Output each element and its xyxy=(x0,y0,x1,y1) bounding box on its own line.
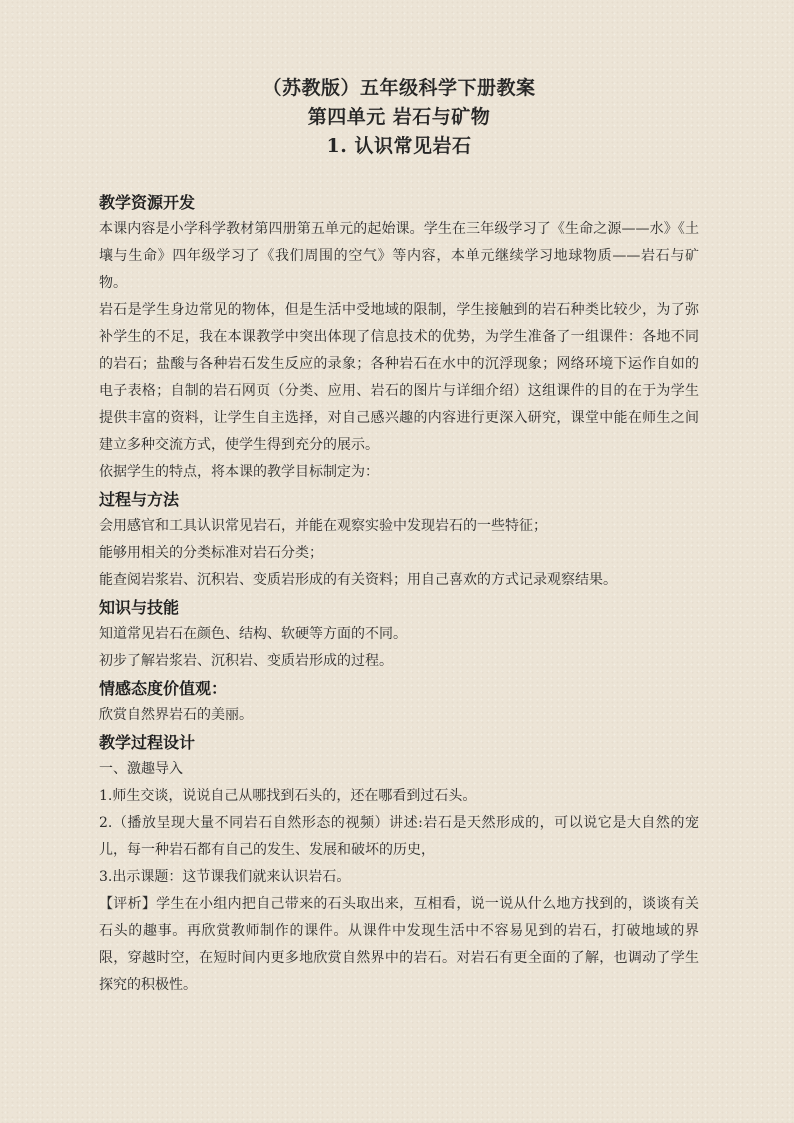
design-step: 2.（播放呈现大量不同岩石自然形态的视频）讲述:岩石是天然形成的，可以说它是大自然的宠儿，每一种岩石都有自己的发生、发展和破坏的历史， xyxy=(99,815,699,858)
section-heading-emotion: 情感态度价值观： xyxy=(99,679,228,698)
title-block xyxy=(99,74,699,161)
resource-paragraph-3: 依据学生的特点，将本课的教学目标制定为： xyxy=(99,464,379,480)
section-heading-design: 教学过程设计 xyxy=(99,733,196,752)
section-heading-process: 过程与方法 xyxy=(99,490,180,509)
design-subheading: 一、激趣导入 xyxy=(99,761,183,777)
section-heading-knowledge: 知识与技能 xyxy=(99,598,180,617)
lesson-title: 1. 认识常见岩石 xyxy=(326,135,472,157)
design-step: 3.出示课题：这节课我们就来认识岩石。 xyxy=(99,869,351,885)
comment-text: 学生在小组内把自己带来的石头取出来，互相看，说一说从什么地方找到的，谈谈有关石头的趣事。再欣赏教师制作的课件。从课件中发现生活中不容易见到的岩石，打破地域的界限，穿越时空，在短时间内更多地欣赏自然界中的岩石。对岩石有更全面的了解，也调动了学生探究的积极性。 xyxy=(99,896,699,993)
comment-tag: 【评析】 xyxy=(99,896,157,912)
section-design xyxy=(99,729,699,999)
section-resource xyxy=(99,189,699,486)
resource-paragraph-2: 岩石是学生身边常见的物体，但是生活中受地域的限制，学生接触到的岩石种类比较少，为了弥补学生的不足，我在本课教学中突出体现了信息技术的优势，为学生准备了一组课件：各地不同的岩石；盐酸与各种岩石发生反应的录象；各种岩石在水中的沉浮现象；网络环境下运作自如的电子表格；自制的岩石网页（分类、应用、岩石的图片与详细介绍）这组课件的目的在于为学生提供丰富的资料，让学生自主选择，对自己感兴趣的内容进行更深入研究，课堂中能在师生之间建立多种交流方式，使学生得到充分的展示。 xyxy=(99,302,699,453)
section-process xyxy=(99,486,699,594)
design-step: 1.师生交谈，说说自己从哪找到石头的，还在哪看到过石头。 xyxy=(99,788,477,804)
section-heading-resource: 教学资源开发 xyxy=(99,193,196,212)
process-item: 能够用相关的分类标准对岩石分类； xyxy=(99,545,323,561)
document-page xyxy=(99,74,699,999)
process-item: 会用感官和工具认识常见岩石，并能在观察实验中发现岩石的一些特征； xyxy=(99,518,547,534)
design-comment xyxy=(99,891,699,999)
resource-paragraph-1: 本课内容是小学科学教材第四册第五单元的起始课。学生在三年级学习了《生命之源——水》《土壤与生命》四年级学习了《我们周围的空气》等内容，本单元继续学习地球物质——岩石与矿物。 xyxy=(99,221,699,291)
unit-title: 第四单元 岩石与矿物 xyxy=(307,106,491,128)
emotion-item: 欣赏自然界岩石的美丽。 xyxy=(99,707,253,723)
section-emotion xyxy=(99,675,699,729)
process-item: 能查阅岩浆岩、沉积岩、变质岩形成的有关资料；用自己喜欢的方式记录观察结果。 xyxy=(99,572,617,588)
knowledge-item: 知道常见岩石在颜色、结构、软硬等方面的不同。 xyxy=(99,626,407,642)
section-knowledge xyxy=(99,594,699,675)
doc-title: （苏教版）五年级科学下册教案 xyxy=(262,77,536,99)
knowledge-item: 初步了解岩浆岩、沉积岩、变质岩形成的过程。 xyxy=(99,653,393,669)
